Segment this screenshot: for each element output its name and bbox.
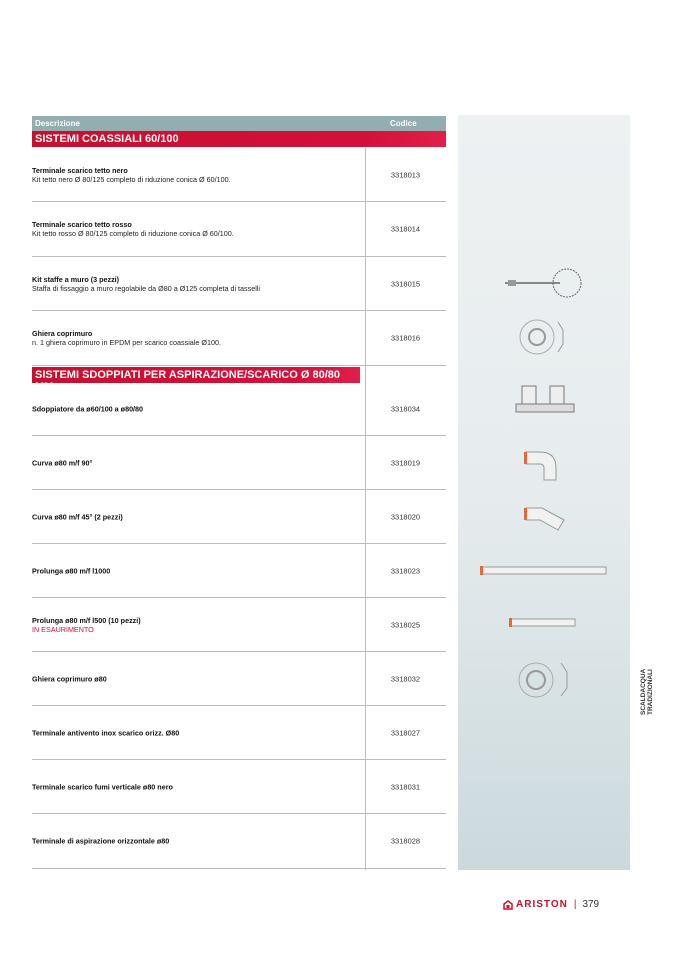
side-category-label [640,655,654,715]
elbow-45-image [522,502,568,532]
item-code: 3318014 [390,224,421,234]
item-detail: Kit tetto nero Ø 80/125 completo di riduzione conica Ø 60/100. [32,174,231,184]
house-icon [503,900,513,910]
extension-1000-image [478,564,610,578]
wall-bracket-image [500,265,585,305]
wall-ring-image [518,318,570,356]
extension-500-image [507,616,579,630]
table-row [32,436,446,490]
table-row [32,598,446,652]
table-row [32,148,446,202]
item-code: 3318031 [390,782,421,791]
item-name: Curva ø80 m/f 90° [32,458,93,467]
brand-name: ARISTON [516,899,568,910]
item-code: 3318032 [390,674,421,683]
header-description: Descrizione [35,119,80,128]
ariston-logo [503,899,568,910]
table-row [32,311,446,366]
image-panel [458,115,630,870]
item-detail: Kit tetto rosso Ø 80/125 completo di riduzione conica Ø 60/100. [32,229,234,238]
header-code: Codice [390,119,417,128]
item-code: 3318023 [390,566,421,575]
item-code: 3318025 [390,620,421,629]
elbow-90-image [522,446,562,482]
section-title-split: SISTEMI SDOPPIATI PER ASPIRAZIONE/SCARICO Ø 80/80 MM [32,367,360,383]
page-number: 379 [582,899,600,910]
separator: | [573,899,577,910]
item-name: Kit staffe a muro (3 pezzi) [32,274,120,284]
item-code: 3318027 [390,728,421,737]
table-row [32,706,446,760]
item-code: 3318020 [390,512,421,521]
table-row [32,202,446,257]
item-name: Terminale scarico tetto nero [32,165,128,175]
item-name: Ghiera coprimuro ø80 [32,674,107,683]
table-row [32,814,446,869]
item-detail: n. 1 ghiera coprimuro in EPDM per scarico coassiale Ø100. [32,338,221,347]
table-row [32,257,446,311]
item-code: 3318019 [390,458,421,467]
stock-status: IN ESAURIMENTO [32,624,94,634]
item-code: 3318013 [390,170,421,179]
wall-ring-80-image [517,660,577,700]
item-name: Terminale scarico fumi verticale ø80 nero [32,782,173,791]
side-label-line2: TRADIZIONALI [647,669,654,715]
item-code: 3318016 [390,333,421,343]
side-label-line1: SCALDACQUA [640,668,647,715]
item-name: Terminale di aspirazione orizzontale ø80 [32,836,170,846]
table-row [32,652,446,706]
table-row [32,544,446,598]
item-name: Sdoppiatore da ø60/100 a ø80/80 [32,404,144,414]
section-title-coaxial: SISTEMI COASSIALI 60/100 [32,131,446,147]
table-header [32,116,446,131]
item-name: Prolunga ø80 m/f l500 (10 pezzi) [32,615,141,625]
item-name: Terminale antivento inox scarico orizz. Ø80 [32,728,180,737]
table-row [32,490,446,544]
item-code: 3318034 [390,404,421,414]
table-row [32,383,446,436]
item-name: Prolunga ø80 m/f l1000 [32,566,111,575]
table-row [32,760,446,814]
splitter-image [512,384,578,416]
item-name: Ghiera coprimuro [32,329,93,338]
item-name: Terminale scarico tetto rosso [32,220,132,229]
item-code: 3318015 [390,279,421,288]
item-name: Curva ø80 m/f 45° (2 pezzi) [32,512,123,521]
item-detail: Staffa di fissaggio a muro regolabile da Ø80 a Ø125 completa di tasselli [32,283,261,293]
footer [503,899,599,910]
item-code: 3318028 [390,836,421,846]
